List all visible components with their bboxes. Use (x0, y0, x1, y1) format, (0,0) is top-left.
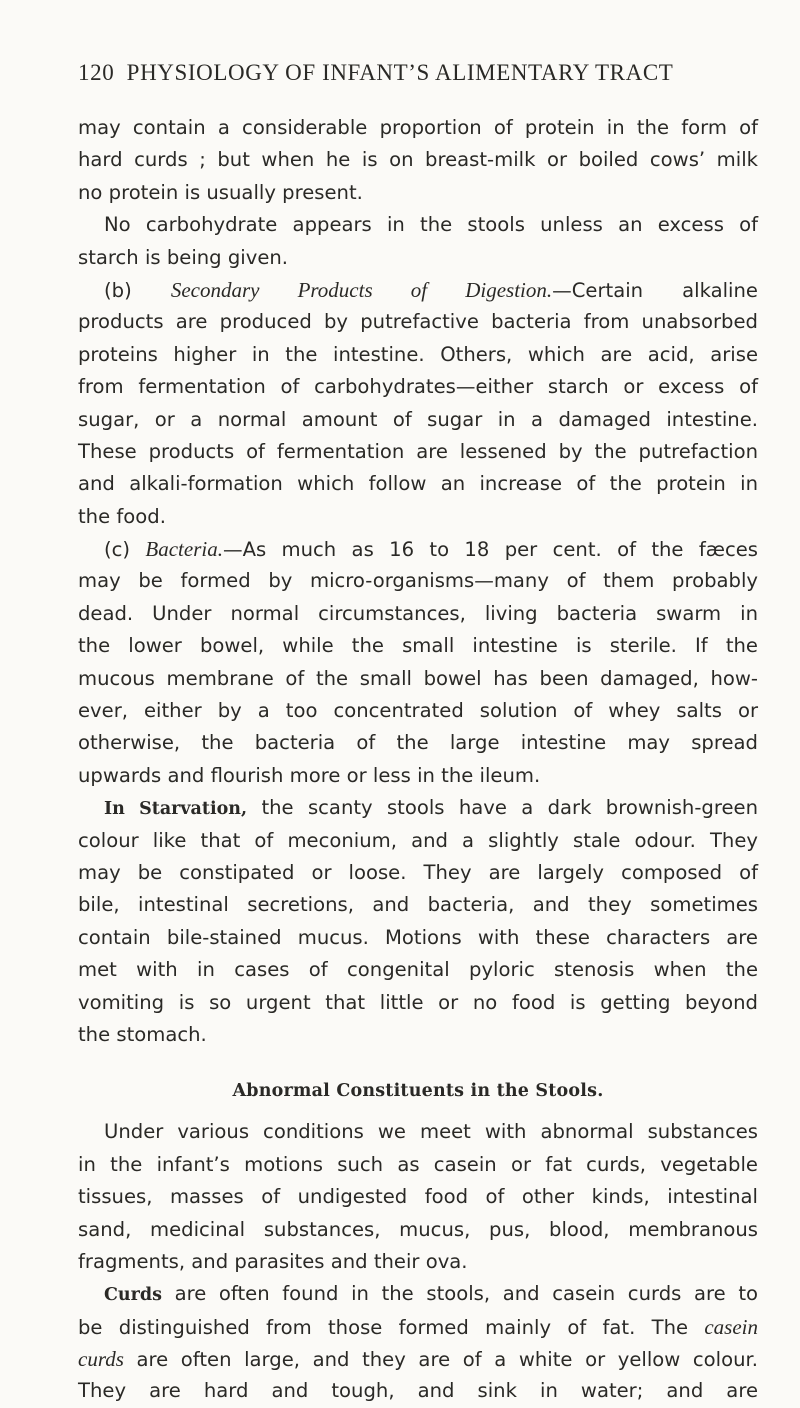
text-line: hard curds ; but when he is on breast-milk or boiled cows’ milk (78, 148, 758, 172)
running-title: PHYSIOLOGY OF INFANT’S ALIMENTARY TRACT (126, 60, 674, 85)
text-line: sand, medicinal substances, mucus, pus, blood, membranous (78, 1217, 758, 1241)
text-line: be distinguished from those formed mainly of fat. The casein (78, 1314, 758, 1339)
text-line: starch is being given. (78, 245, 289, 269)
emphasis: curds (78, 1347, 124, 1372)
text-line: proteins higher in the intestine. Others, which are acid, arise (78, 342, 758, 366)
page-number: 120 (78, 60, 115, 85)
text-line: may contain a considerable proportion of protein in the form of (78, 116, 758, 139)
body-text (78, 112, 758, 1408)
text-line: dead. Under normal circumstances, living bacteria swarm in (78, 601, 758, 625)
text-line: contain bile-stained mucus. Motions with these characters are (78, 925, 758, 949)
subsection-title: Secondary Products of Digestion. (170, 277, 553, 302)
text-line: sugar, or a normal amount of sugar in a damaged intestine. (78, 407, 758, 431)
text-line: the lower bowel, while the small intestine is sterile. If the (78, 634, 758, 658)
text-line: In Starvation, the scanty stools have a dark brownish-green (104, 796, 758, 820)
text-line: and alkali-formation which follow an increase of the protein in (78, 472, 758, 496)
running-head (78, 60, 750, 100)
text-line: These products of fermentation are lessened by the putrefaction (78, 439, 758, 463)
text-line: Curds are often found in the stools, and casein curds are to (104, 1282, 758, 1306)
run-in-heading: In Starvation, (104, 799, 248, 820)
text-line: Under various conditions we meet with abnormal substances (104, 1120, 758, 1144)
text-line: No carbohydrate appears in the stools unless an excess of (104, 213, 758, 237)
text-line: no protein is usually present. (78, 180, 363, 204)
subsection-title: Bacteria. (145, 537, 223, 562)
text-line: may be formed by micro-organisms—many of them probably (78, 569, 758, 593)
text-line: bile, intestinal secretions, and bacteria, and they sometimes (78, 893, 758, 917)
text-line: tissues, masses of undigested food of other kinds, intestinal (78, 1185, 758, 1209)
text-line: the food. (78, 504, 166, 528)
text-line: products are produced by putrefactive bacteria from unabsorbed (78, 310, 758, 334)
run-in-heading: Curds (104, 1285, 162, 1306)
text-line: curds are often large, and they are of a white or yellow colour. (78, 1347, 758, 1372)
text-line: upwards and flourish more or less in the ileum. (78, 763, 541, 787)
text-line: (c) Bacteria.—As much as 16 to 18 per cent. of the fæces (104, 537, 758, 562)
text-line: colour like that of meconium, and a slightly stale odour. They (78, 828, 758, 852)
text-line: vomiting is so urgent that little or no food is getting beyond (78, 990, 758, 1014)
text-line: otherwise, the bacteria of the large intestine may spread (78, 731, 758, 755)
text-line: mucous membrane of the small bowel has been damaged, how- (78, 666, 758, 690)
text-line: the stomach. (78, 1022, 207, 1046)
text-line: They are hard and tough, and sink in water; and are (78, 1379, 758, 1403)
text-line: in the infant’s motions such as casein or fat curds, vegetable (78, 1152, 758, 1176)
text-line: fragments, and parasites and their ova. (78, 1249, 468, 1273)
section-heading: Abnormal Constituents in the Stools. (232, 1081, 604, 1102)
text-line: may be constipated or loose. They are largely composed of (78, 860, 758, 884)
emphasis: casein (704, 1314, 758, 1339)
text-line: (b) Secondary Products of Digestion.—Certain alkaline (104, 277, 758, 302)
text-line: met with in cases of congenital pyloric stenosis when the (78, 958, 758, 982)
text-line: from fermentation of carbohydrates—either starch or excess of (78, 375, 758, 399)
text-line: ever, either by a too concentrated solution of whey salts or (78, 699, 758, 723)
